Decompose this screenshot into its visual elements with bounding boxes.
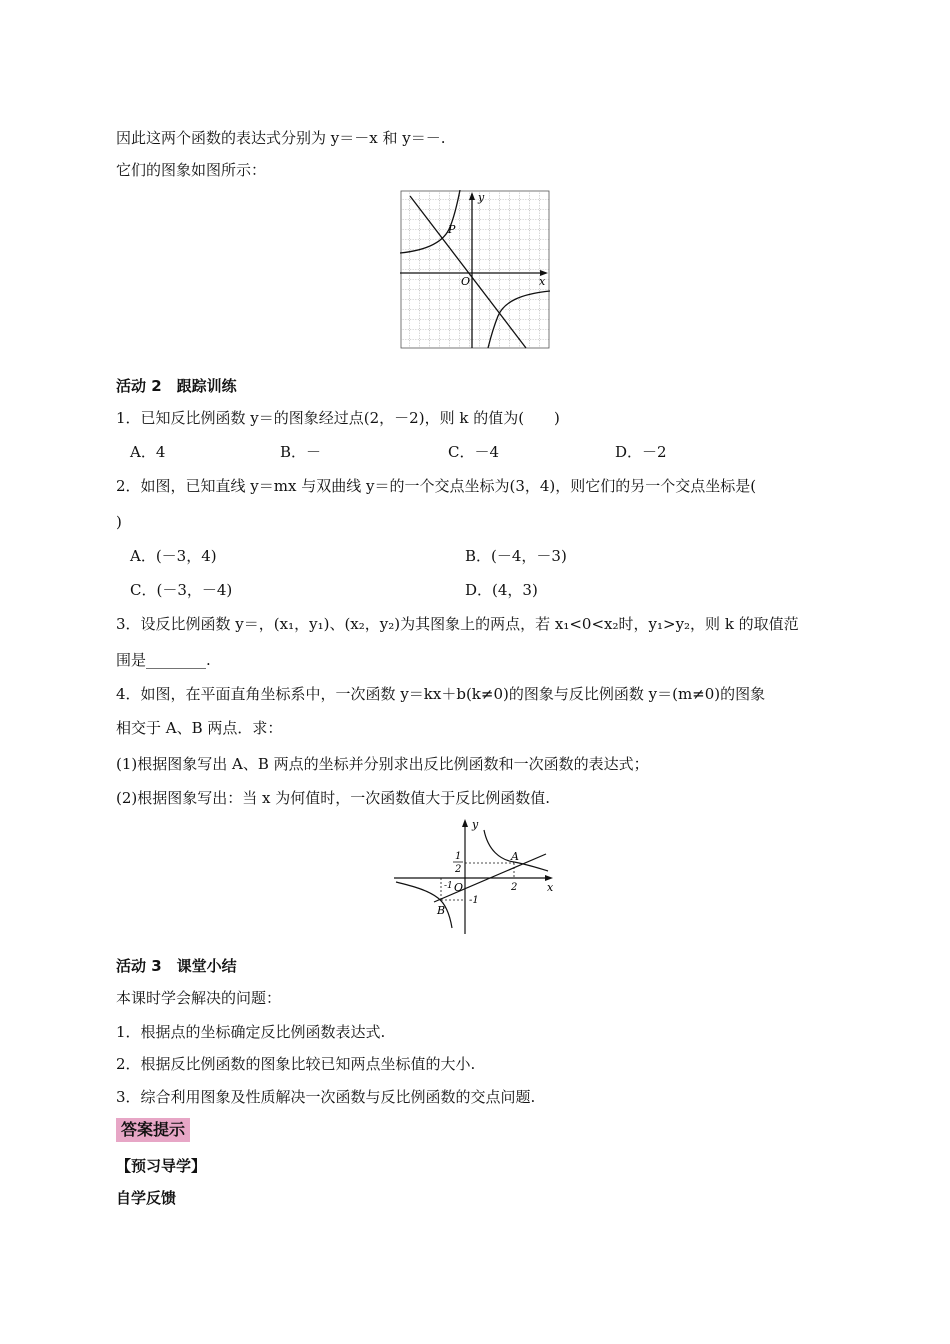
activity-3-intro: 本课时学会解决的问题：: [116, 989, 282, 1007]
summary-item-1: 1．根据点的坐标确定反比例函数表达式.: [116, 1023, 386, 1041]
figure-1-grid: [401, 191, 549, 348]
q4-part-1: (1)根据图象写出 A、B 两点的坐标并分别求出反比例函数和一次函数的表达式；: [116, 755, 649, 773]
q2-option-a: A．(－3，4): [130, 547, 217, 565]
figure-2-y-arrow: [462, 819, 468, 827]
figure-2-half-denominator: 2: [455, 864, 462, 875]
q2-option-d: D．(4，3): [465, 581, 538, 599]
q1-stem: 1．已知反比例函数 y＝的图象经过点(2，－2)，则 k 的值为( ): [116, 409, 560, 427]
preview-section-heading: 【预习导学】: [116, 1157, 207, 1175]
answer-hints-badge: 答案提示: [116, 1118, 190, 1142]
figure-1-x-label: x: [539, 275, 546, 288]
q2-stem-cont: ): [116, 513, 122, 531]
intro-line-2: 它们的图象如图所示：: [116, 161, 267, 179]
figure-2-x-label: x: [547, 881, 554, 894]
self-study-feedback-heading: 自学反馈: [116, 1189, 177, 1207]
q2-option-b: B．(－4，－3): [465, 547, 567, 565]
activity-3-title: 活动 3 课堂小结: [116, 957, 237, 975]
figure-2-x-tick-2: 2: [511, 882, 518, 893]
figure-2-x-tick-neg1: -1: [444, 881, 453, 891]
figure-2-point-b-label: B: [437, 904, 446, 917]
q4-part-2: (2)根据图象写出：当 x 为何值时，一次函数值大于反比例函数值.: [116, 789, 551, 807]
figure-2-y-label: y: [472, 818, 479, 831]
figure-1-point-p-label: P: [448, 223, 456, 236]
q1-option-d: D．－2: [615, 443, 667, 461]
q2-option-c: C．(－3，－4): [130, 581, 233, 599]
q3-stem: 3．设反比例函数 y＝，(x₁，y₁)、(x₂，y₂)为其图象上的两点，若 x₁<0<x₂时，y₁>y₂，则 k 的取值范: [116, 615, 799, 633]
q4-stem-cont: 相交于 A、B 两点．求：: [116, 719, 283, 737]
figure-2-y-tick-neg1: -1: [469, 895, 479, 906]
q4-stem: 4．如图，在平面直角坐标系中，一次函数 y＝kx＋b(k≠0)的图象与反比例函数 y＝(m≠0)的图象: [116, 685, 766, 703]
figure-2-origin-label: O: [454, 881, 464, 894]
q2-stem: 2．如图，已知直线 y＝mx 与双曲线 y＝的一个交点坐标为(3，4)，则它们的另一个交点坐标是(: [116, 477, 757, 495]
q1-option-a: A．4: [130, 443, 166, 461]
q1-option-b: B．－: [280, 443, 322, 461]
q3-stem-cont: 围是________.: [116, 651, 211, 669]
intro-line-1: 因此这两个函数的表达式分别为 y＝－x 和 y＝－.: [116, 129, 446, 147]
figure-2-half-numerator: 1: [455, 851, 462, 862]
activity-2-title: 活动 2 跟踪训练: [116, 377, 237, 395]
summary-item-2: 2．根据反比例函数的图象比较已知两点坐标值的大小.: [116, 1055, 476, 1073]
figure-2-graph: [390, 816, 560, 936]
figure-1-origin-label: O: [461, 275, 471, 288]
figure-2-point-a-label: A: [511, 850, 519, 863]
q1-option-c: C．－4: [448, 443, 500, 461]
figure-1-graph: [400, 190, 550, 350]
summary-item-3: 3．综合利用图象及性质解决一次函数与反比例函数的交点问题.: [116, 1088, 536, 1106]
figure-1-y-label: y: [478, 191, 485, 204]
